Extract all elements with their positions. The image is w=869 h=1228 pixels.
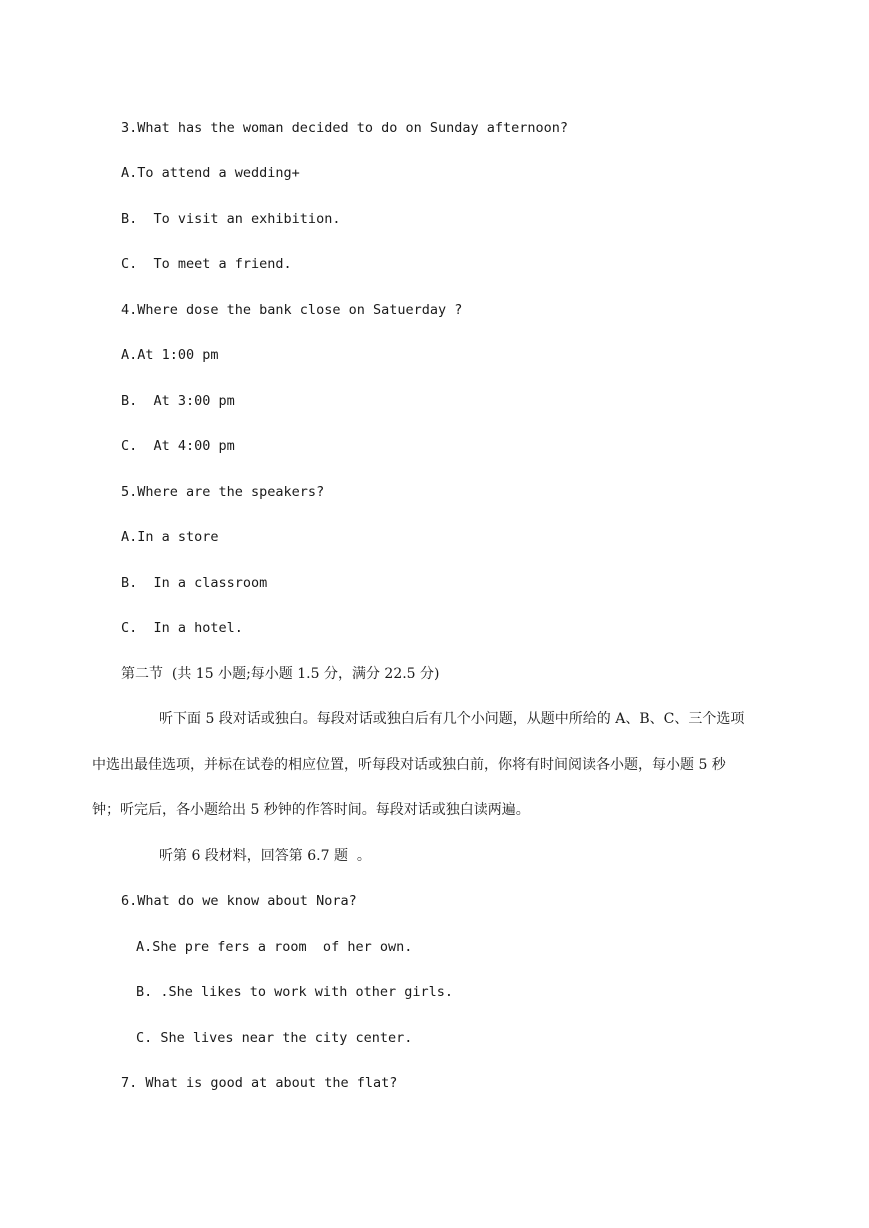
q5-question: 5.Where are the speakers? bbox=[121, 484, 325, 500]
q4-option-c: C. At 4:00 pm bbox=[121, 438, 235, 454]
material-note: 听第 6 段材料，回答第 6.7 题 。 bbox=[159, 848, 371, 864]
q4-option-a: A.At 1:00 pm bbox=[121, 347, 219, 363]
q5-option-b: B. In a classroom bbox=[121, 575, 268, 591]
q3-option-b: B. To visit an exhibition. bbox=[121, 211, 341, 227]
q6-question: 6.What do we know about Nora? bbox=[121, 893, 357, 909]
q3-question: 3.What has the woman decided to do on Sunday afternoon? bbox=[121, 120, 569, 136]
q3-option-a: A.To attend a wedding+ bbox=[121, 165, 300, 181]
q4-question: 4.Where dose the bank close on Satuerday ? bbox=[121, 302, 463, 318]
q5-option-c: C. In a hotel. bbox=[121, 620, 243, 636]
section2-instructions-line1: 听下面 5 段对话或独白。每段对话或独白后有几个小问题，从题中所给的 A、B、C、三个选项 bbox=[159, 711, 745, 727]
q5-option-a: A.In a store bbox=[121, 529, 219, 545]
section2-heading: 第二节 (共 15 小题;每小题 1.5 分，满分 22.5 分) bbox=[121, 666, 440, 682]
q6-option-b: B. .She likes to work with other girls. bbox=[136, 984, 453, 1000]
q6-option-c: C. She lives near the city center. bbox=[136, 1030, 413, 1046]
q7-question: 7. What is good at about the flat? bbox=[121, 1075, 398, 1091]
q3-option-c: C. To meet a friend. bbox=[121, 256, 292, 272]
section2-instructions-line2: 中选出最佳选项，并标在试卷的相应位置，听每段对话或独白前，你将有时间阅读各小题，每小题 5 秒 bbox=[92, 757, 726, 773]
section2-instructions-line3: 钟；听完后，各小题给出 5 秒钟的作答时间。每段对话或独白读两遍。 bbox=[92, 802, 530, 818]
q6-option-a: A.She pre fers a room of her own. bbox=[136, 939, 413, 955]
q4-option-b: B. At 3:00 pm bbox=[121, 393, 235, 409]
